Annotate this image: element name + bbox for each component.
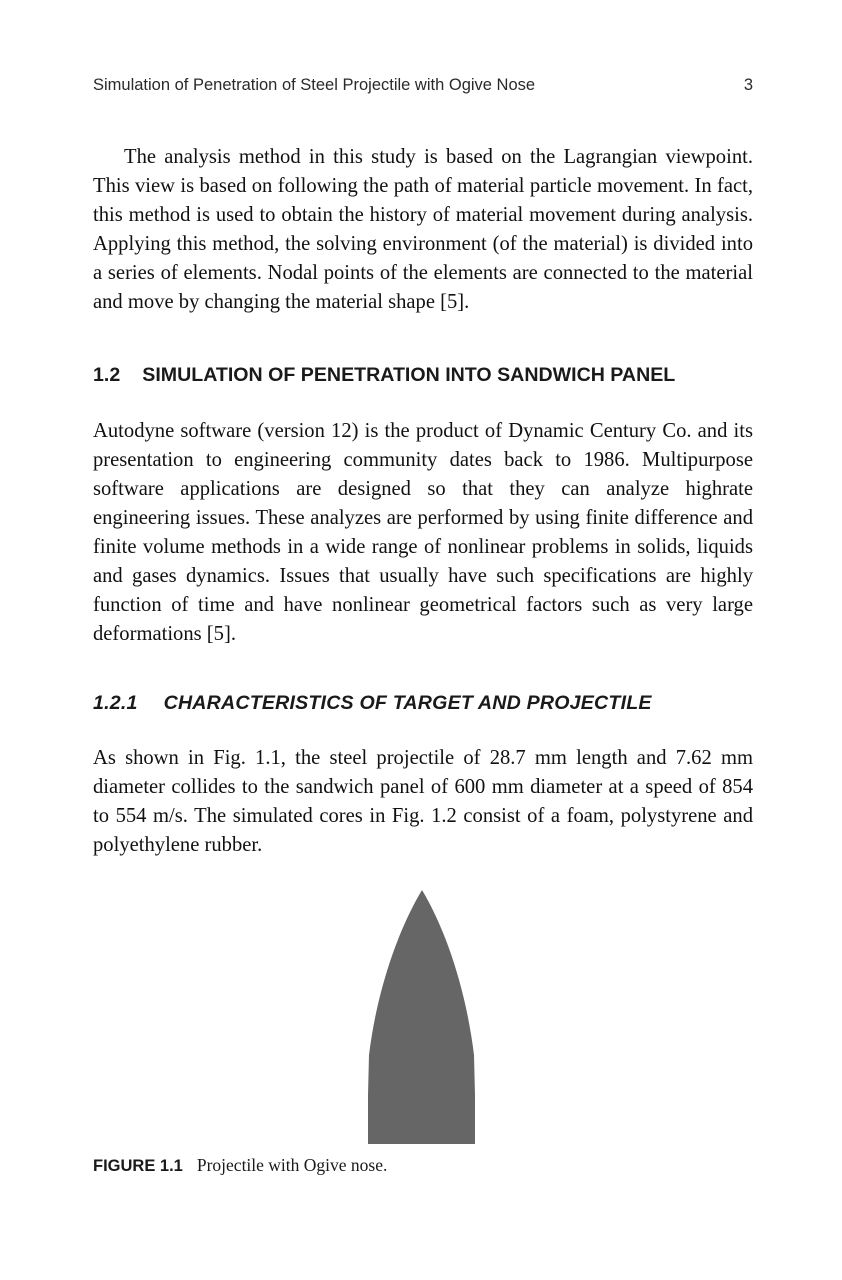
section-heading-1-2-1 bbox=[93, 692, 773, 715]
running-head bbox=[93, 76, 753, 98]
paragraph-projectile-characteristics: As shown in Fig. 1.1, the steel projectile of 28.7 mm length and 7.62 mm diameter collides to the sandwich panel of 600 mm diameter at a speed of 854 to 554 m/s. The simulated cores in Fig. 1.2 consist of a foam, polystyrene and polyethylene rubber. bbox=[93, 747, 753, 856]
section-number: 1.2 bbox=[93, 364, 121, 386]
paragraph-lagrangian-method: The analysis method in this study is based on the Lagrangian viewpoint. This view is based on following the path of material particle movement. In fact, this method is used to obtain the history of material movement during analysis. Applying this method, the solving environment (of the material) is divided into a series of elements. Nodal points of the elements are connected to the material and move by changing the material shape [5]. bbox=[93, 146, 753, 313]
subsection-title: CHARACTERISTICS OF TARGET AND PROJECTILE bbox=[163, 692, 652, 714]
projectile-ogive-image bbox=[366, 890, 478, 1144]
figure-label: FIGURE 1.1 bbox=[93, 1157, 183, 1175]
paragraph-autodyne-software: Autodyne software (version 12) is the product of Dynamic Century Co. and its presentation to engineering community dates back to 1986. Multipurpose software applications are designed so that they can analyze highrate engineering issues. These analyzes are performed by using finite difference and finite volume methods in a wide range of nonlinear problems in solids, liquids and gases dynamics. Issues that usually have such specifications are highly function of time and have nonlinear geometrical factors such as very large deformations [5]. bbox=[93, 420, 753, 645]
section-title: SIMULATION OF PENETRATION INTO SANDWICH PANEL bbox=[142, 364, 676, 386]
figure-caption bbox=[93, 1155, 387, 1176]
section-heading-1-2 bbox=[93, 364, 773, 387]
page-number: 3 bbox=[743, 76, 753, 94]
projectile-shape bbox=[368, 890, 475, 1144]
subsection-number: 1.2.1 bbox=[93, 692, 138, 714]
figure-caption-text: Projectile with Ogive nose. bbox=[196, 1155, 388, 1175]
running-head-title: Simulation of Penetration of Steel Projectile with Ogive Nose bbox=[93, 76, 536, 94]
figure-projectile-ogive bbox=[366, 890, 478, 1144]
